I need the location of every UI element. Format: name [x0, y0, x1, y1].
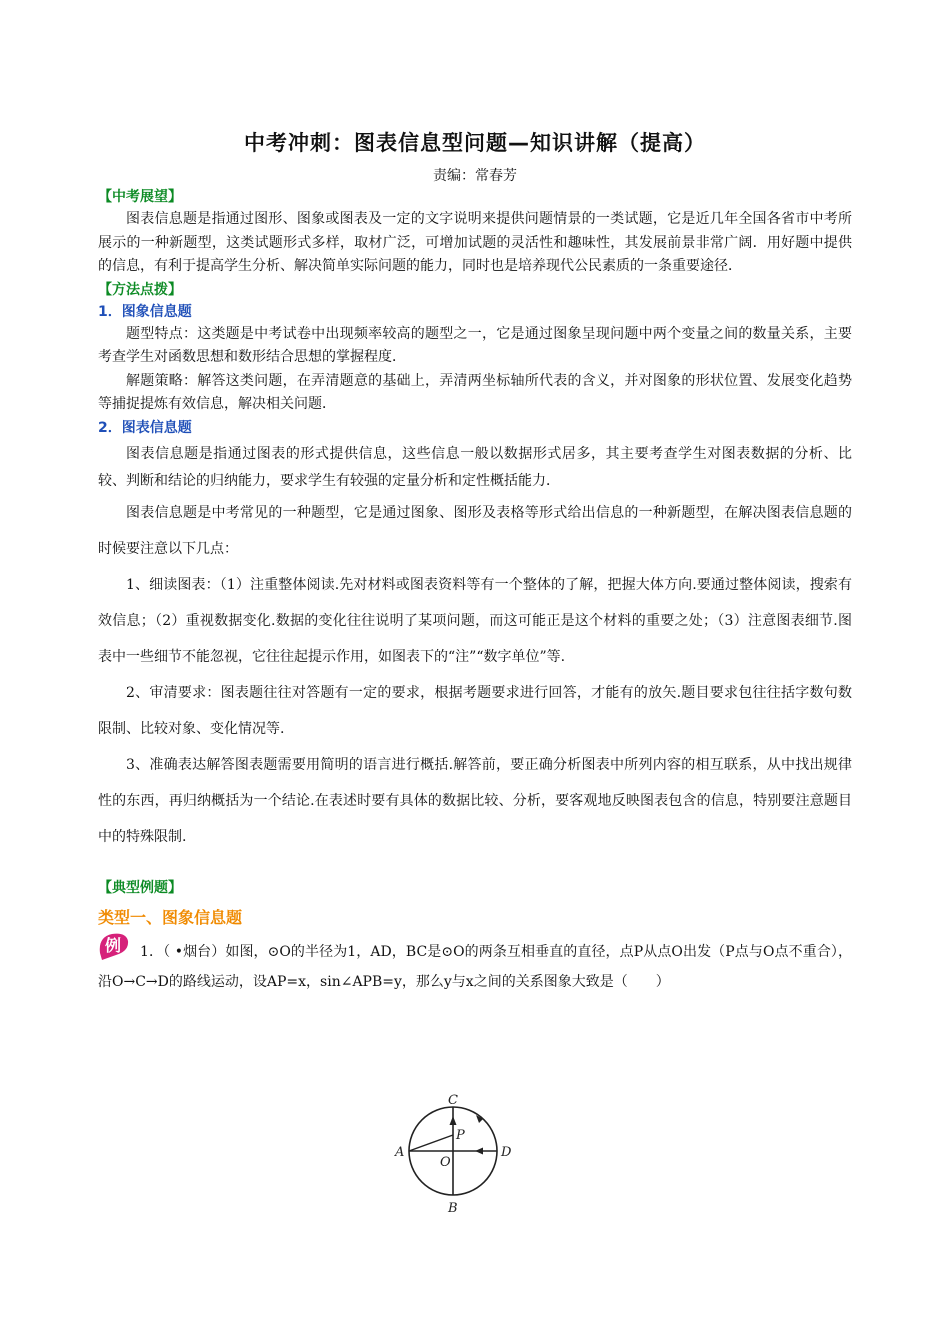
editor-line: 责编：常春芳 — [433, 168, 517, 184]
arrow-left-icon — [475, 1148, 483, 1155]
label-p: P — [456, 1128, 465, 1143]
image-info-features: 题型特点：这类题是中考试卷中出现频率较高的题型之一，它是通过图象呈现问题中两个变量之间的数量关系，主要考查学生对函数思想和数形结合思想的掌握程度． — [98, 325, 852, 365]
label-o: O — [440, 1155, 451, 1170]
label-c: C — [448, 1093, 458, 1108]
section-heading-method: 【方法点拨】 — [98, 281, 182, 298]
example-badge-label: 例 — [104, 935, 122, 955]
section-heading-outlook: 【中考展望】 — [98, 189, 182, 205]
point-expression: 3、准确表达解答图表题需要用简明的语言进行概括.解答前，要正确分析图表中所列内容的相互联系，从中找出规律性的东西，再归纳概括为一个结论.在表述时要有具体的数据比较、分析，要客观地反映图表包含的信息，特别要注意题目中的特殊限制. — [98, 756, 852, 845]
example-1 — [98, 937, 852, 997]
label-a: A — [395, 1145, 405, 1160]
chart-info-notes: 图表信息题是中考常见的一种题型，它是通过图象、图形及表格等形式给出信息的一种新题型，在解决图表信息题的时候要注意以下几点： — [98, 504, 852, 557]
arrow-up-icon — [450, 1116, 457, 1125]
chart-info-definition: 图表信息题是指通过图表的形式提供信息，这些信息一般以数据形式居多，其主要考查学生对图表数据的分析、比较、判断和结论的归纳能力，要求学生有较强的定量分析和定性概括能力． — [98, 445, 852, 489]
segment-ap — [409, 1135, 453, 1151]
subheading-chart-info: 2．图表信息题 — [98, 419, 192, 436]
type-one-heading: 类型一、图象信息题 — [98, 907, 243, 927]
example-badge-icon — [96, 931, 130, 961]
label-b: B — [448, 1201, 458, 1216]
image-info-strategy: 解题策略：解答这类问题，在弄清题意的基础上，弄清两坐标轴所代表的含义，并对图象的形状位置、发展变化趋势等捕捉提炼有效信息，解决相关问题． — [98, 372, 852, 412]
example-1-question: 1．（ •烟台）如图，⊙O的半径为1，AD，BC是⊙O的两条互相垂直的直径，点P从点O出发（P点与O点不重合），沿O→C→D的路线运动，设AP=x，sin∠APB=y，那么y与x之间的关系图象大致是（ ） — [98, 943, 852, 990]
outlook-paragraph: 图表信息题是指通过图形、图象或图表及一定的文字说明来提供问题情景的一类试题，它是近几年全国各省市中考所展示的一种新题型，这类试题形式多样，取材广泛，可增加试题的灵活性和趣味性，其发展前景非常广阔．用好题中提供的信息，有利于提高学生分析、解决简单实际问题的能力，同时也是培养现代公民素质的一条重要途径． — [98, 211, 852, 274]
subheading-image-info: 1．图象信息题 — [98, 303, 192, 320]
document-page — [98, 128, 852, 997]
point-read-chart: 1、细读图表：（1）注重整体阅读.先对材料或图表资料等有一个整体的了解，把握大体方向.要通过整体阅读，搜索有效信息；（2）重视数据变化.数据的变化往往说明了某项问题，而这可能正是这个材料的重要之处；（3）注意图表细节.图表中一些细节不能忽视，它往往起提示作用，如图表下的“注”“数字单位”等. — [98, 576, 852, 665]
point-requirements: 2、审清要求：图表题往往对答题有一定的要求，根据考题要求进行回答，才能有的放矢.题目要求包往往括字数句数限制、比较对象、变化情况等. — [98, 684, 852, 737]
label-d: D — [501, 1145, 512, 1160]
circle-figure — [393, 1086, 523, 1216]
section-heading-examples: 【典型例题】 — [98, 879, 182, 896]
page-title: 中考冲刺：图表信息型问题—知识讲解（提高） — [244, 131, 706, 155]
